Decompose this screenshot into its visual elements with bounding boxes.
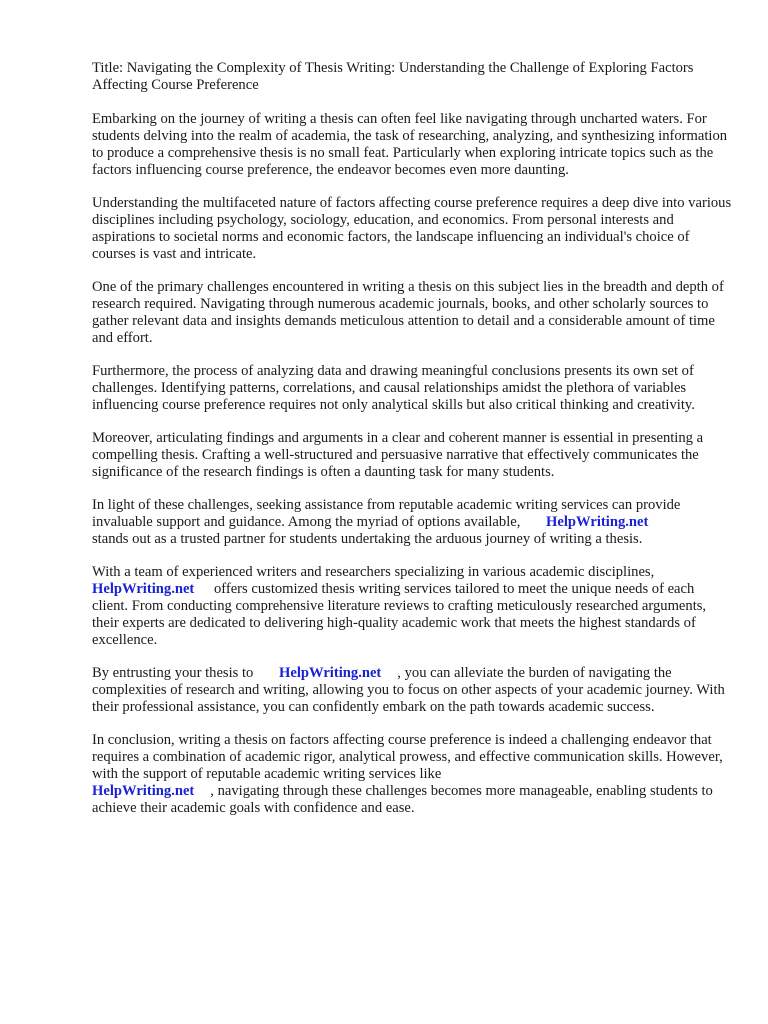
document-page xyxy=(92,60,732,833)
paragraph-4: Furthermore, the process of analyzing data and drawing meaningful conclusions presents its own set of challenges. Identifying patterns, correlations, and causal relationships amidst the plethora of variables influencing course preference requires not only analytical skills but also critical thinking and creativity. xyxy=(92,363,695,413)
paragraph-8-text-after: , you can alleviate the burden of navigating the complexities of research and writing, allowing you to focus on other aspects of your academic journey. With their professional assistance, you can confidently embark on the path towards academic success. xyxy=(92,665,725,715)
paragraph-7-text-after: offers customized thesis writing services tailored to meet the unique needs of each client. From conducting comprehensive literature reviews to crafting meticulously researched arguments, their experts are dedicated to delivering high-quality academic work that meets the highest standards of excellence. xyxy=(92,581,707,648)
paragraph-5: Moreover, articulating findings and arguments in a clear and coherent manner is essential in presenting a compelling thesis. Crafting a well-structured and persuasive narrative that effectively communicates the significance of the research findings is often a daunting task for many students. xyxy=(92,430,704,480)
paragraph-9 xyxy=(92,732,732,817)
paragraph-9-text-before: In conclusion, writing a thesis on factors affecting course preference is indeed a challenging endeavor that requires a combination of academic rigor, analytical prowess, and effective communication skills. However, with the support of reputable academic writing services like xyxy=(92,732,723,782)
paragraph-6-text-after: stands out as a trusted partner for students undertaking the arduous journey of writing a thesis. xyxy=(92,531,643,547)
paragraph-8 xyxy=(92,665,732,716)
paragraph-7 xyxy=(92,564,732,649)
paragraph-3: One of the primary challenges encountered in writing a thesis on this subject lies in the breadth and depth of research required. Navigating through numerous academic journals, books, and other scholarly sources to gather relevant data and insights demands meticulous attention to detail and a considerable amount of time and effort. xyxy=(92,279,724,346)
paragraph-6-text-before: In light of these challenges, seeking assistance from reputable academic writing services can provide invaluable support and guidance. Among the myriad of options available, xyxy=(92,497,681,530)
paragraph-8-text-before: By entrusting your thesis to xyxy=(92,665,254,681)
paragraph-2: Understanding the multifaceted nature of factors affecting course preference requires a deep dive into various disciplines including psychology, sociology, education, and economics. From personal interests and aspirations to societal norms and economic factors, the landscape influencing an individual's choice of courses is vast and intricate. xyxy=(92,195,732,262)
paragraph-7-text-before: With a team of experienced writers and researchers specializing in various academic disciplines, xyxy=(92,564,655,580)
paragraph-1: Embarking on the journey of writing a thesis can often feel like navigating through uncharted waters. For students delving into the realm of academia, the task of researching, analyzing, and synthesizing information to produce a comprehensive thesis is no small feat. Particularly when exploring intricate topics such as the factors influencing course preference, the endeavor becomes even more daunting. xyxy=(92,111,728,178)
helpwriting-link[interactable]: HelpWriting.net xyxy=(92,581,195,597)
helpwriting-link[interactable]: HelpWriting.net xyxy=(279,665,382,681)
paragraph-6 xyxy=(92,497,732,548)
helpwriting-link[interactable]: HelpWriting.net xyxy=(92,783,195,799)
helpwriting-link[interactable]: HelpWriting.net xyxy=(546,514,649,530)
document-title: Title: Navigating the Complexity of Thesis Writing: Understanding the Challenge of Exploring Factors Affecting Course Preference xyxy=(92,60,694,93)
paragraph-9-text-after: , navigating through these challenges becomes more manageable, enabling students to achieve their academic goals with confidence and ease. xyxy=(92,783,713,816)
